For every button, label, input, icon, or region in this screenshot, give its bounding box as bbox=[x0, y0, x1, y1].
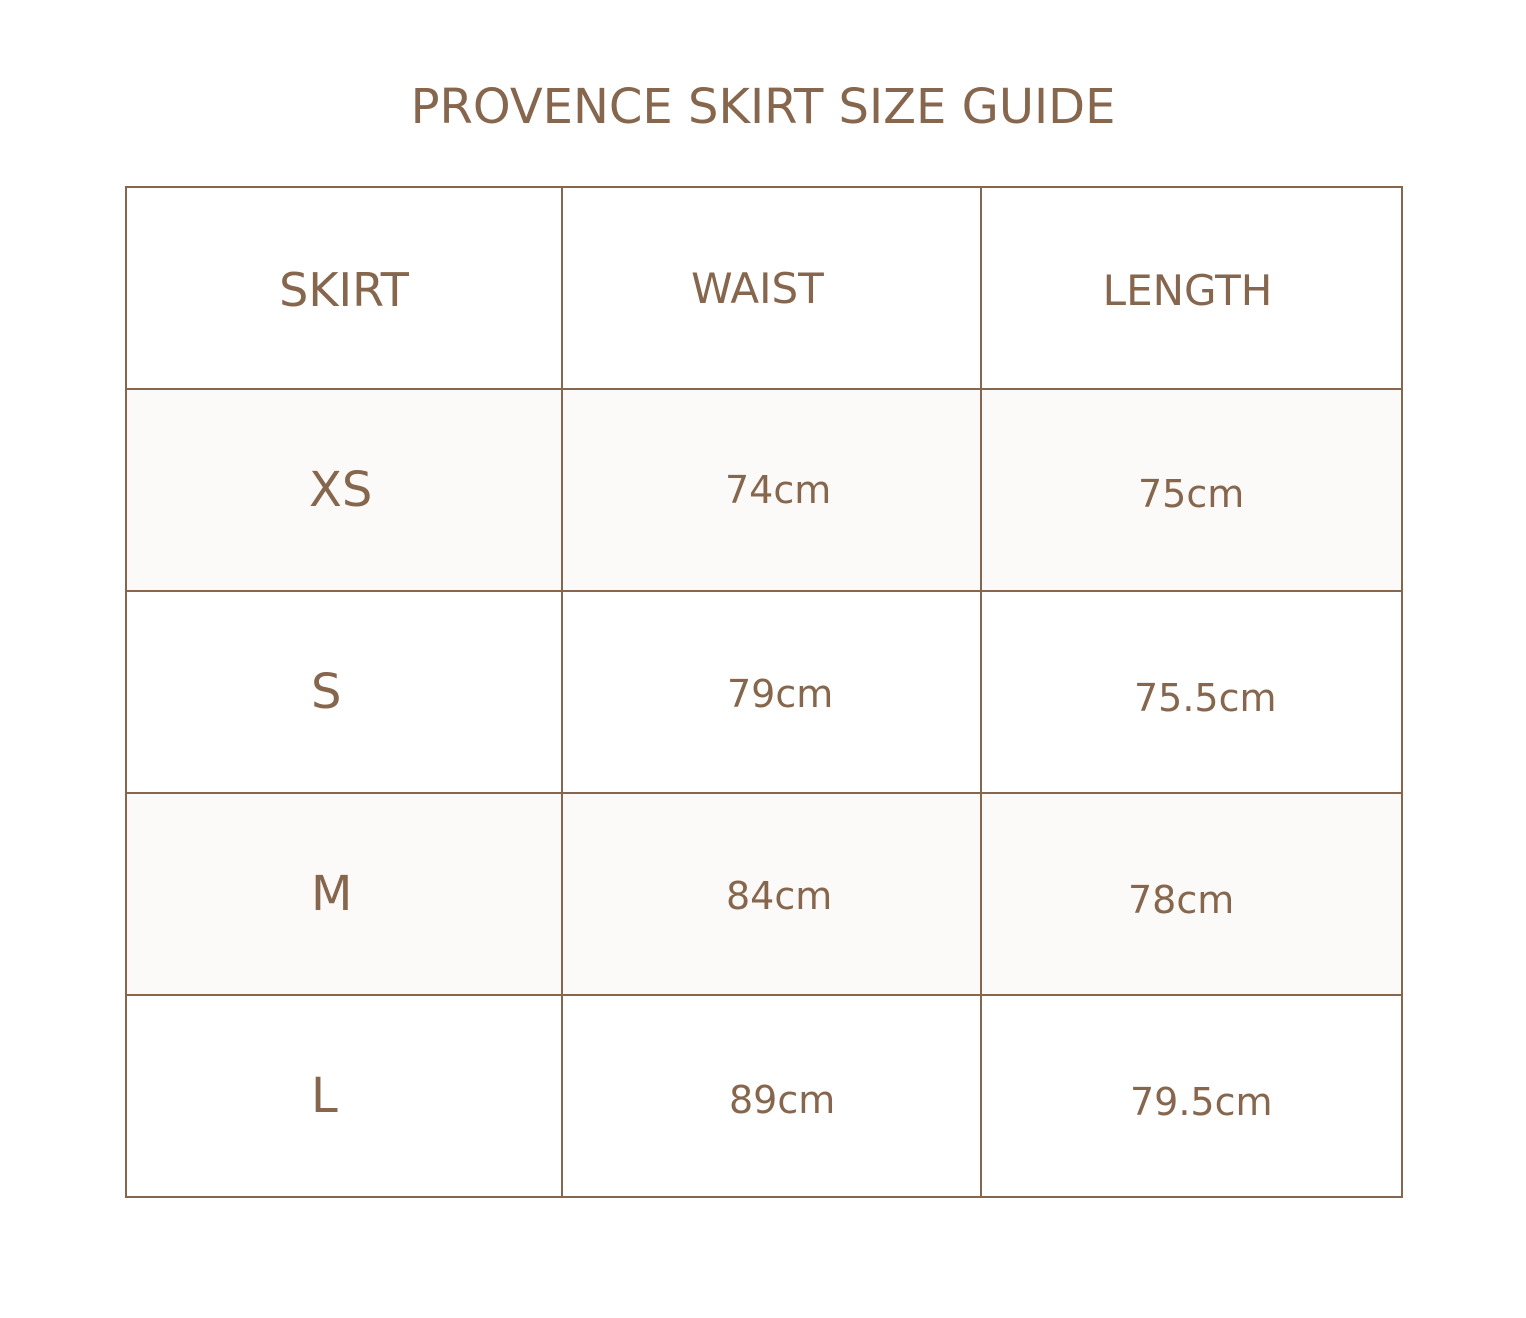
size-cell bbox=[126, 591, 562, 793]
length-value: 75cm bbox=[1138, 472, 1245, 516]
table-row bbox=[126, 389, 1402, 591]
header-length-label: LENGTH bbox=[1102, 265, 1273, 315]
header-length bbox=[981, 187, 1402, 389]
page-title: PROVENCE SKIRT SIZE GUIDE bbox=[410, 79, 1116, 135]
waist-value: 89cm bbox=[729, 1078, 836, 1122]
header-skirt-label: SKIRT bbox=[279, 263, 409, 317]
table-header-row bbox=[126, 187, 1402, 389]
length-value: 75.5cm bbox=[1134, 676, 1277, 720]
size-label: XS bbox=[309, 462, 373, 518]
table-row bbox=[126, 591, 1402, 793]
size-cell bbox=[126, 389, 562, 591]
header-skirt bbox=[126, 187, 562, 389]
header-waist-label: WAIST bbox=[691, 263, 824, 313]
waist-value: 79cm bbox=[727, 672, 834, 716]
header-waist bbox=[562, 187, 981, 389]
size-cell bbox=[126, 995, 562, 1197]
size-label: L bbox=[311, 1068, 338, 1124]
size-cell bbox=[126, 793, 562, 995]
size-label: M bbox=[311, 866, 353, 922]
table-row bbox=[126, 995, 1402, 1197]
waist-value: 74cm bbox=[725, 468, 832, 512]
waist-value: 84cm bbox=[726, 874, 833, 918]
length-value: 78cm bbox=[1128, 878, 1235, 922]
table-row bbox=[126, 793, 1402, 995]
size-guide-table bbox=[125, 186, 1403, 1198]
size-label: S bbox=[311, 664, 342, 720]
length-value: 79.5cm bbox=[1130, 1080, 1273, 1124]
